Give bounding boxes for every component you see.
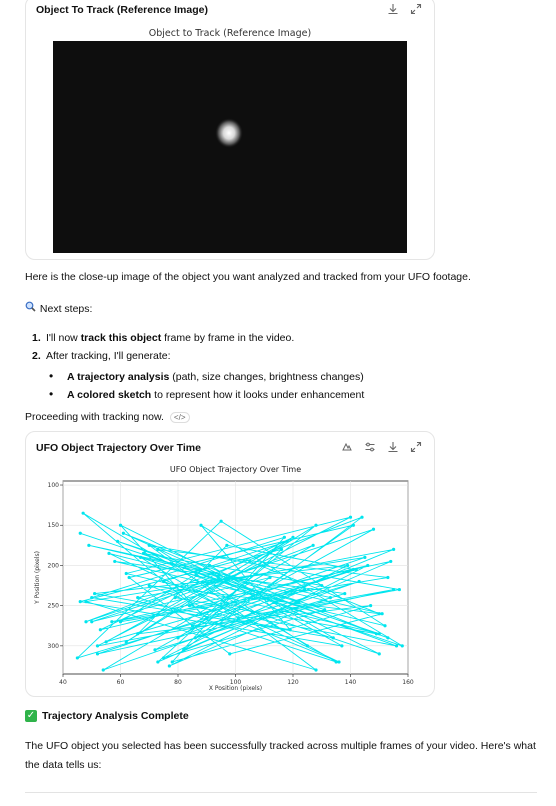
- code-icon[interactable]: </>: [170, 412, 190, 423]
- trajectory-point: [208, 564, 211, 567]
- trajectory-point: [105, 640, 108, 643]
- trajectory-point: [395, 644, 398, 647]
- magnifier-icon: [25, 301, 37, 315]
- trajectory-point: [128, 576, 131, 579]
- trajectory-point: [96, 652, 99, 655]
- trajectory-point: [398, 588, 401, 591]
- trajectory-point: [352, 568, 355, 571]
- trajectory-point: [332, 636, 335, 639]
- summary-line-1: The UFO object you selected has been successfully tracked across multiple frames of your video. Here's what: [25, 740, 536, 752]
- trajectory-point: [366, 564, 369, 567]
- reference-image: [53, 41, 407, 253]
- trajectory-point: [205, 616, 208, 619]
- trajectory-point: [286, 540, 289, 543]
- trajectory-point: [297, 600, 300, 603]
- trajectory-point: [188, 604, 191, 607]
- trajectory-point: [228, 652, 231, 655]
- trajectory-point: [280, 548, 283, 551]
- palette-icon[interactable]: [341, 441, 353, 453]
- step-text: After tracking, I'll generate:: [46, 350, 171, 362]
- download-icon[interactable]: [387, 441, 399, 453]
- x-tick-label: 40: [59, 679, 67, 686]
- trajectory-point: [314, 524, 317, 527]
- trajectory-point: [76, 656, 79, 659]
- trajectory-point: [378, 632, 381, 635]
- trajectory-point: [358, 580, 361, 583]
- trajectory-point: [199, 524, 202, 527]
- trajectory-point: [386, 576, 389, 579]
- trajectory-point: [139, 556, 142, 559]
- bullet-dot: •: [49, 387, 54, 401]
- trajectory-point: [320, 584, 323, 587]
- next-steps-heading: [25, 301, 92, 315]
- trajectory-point: [199, 612, 202, 615]
- x-tick-label: 120: [287, 679, 299, 686]
- trajectory-point: [171, 660, 174, 663]
- trajectory-point: [125, 640, 128, 643]
- trajectory-card-title: UFO Object Trajectory Over Time: [36, 442, 201, 454]
- next-steps-label: Next steps:: [39, 303, 93, 315]
- trajectory-point: [375, 632, 378, 635]
- bullet-dot: •: [49, 369, 54, 383]
- trajectory-point: [211, 572, 214, 575]
- trajectory-point: [314, 668, 317, 671]
- trajectory-card-actions: [341, 441, 422, 453]
- trajectory-point: [383, 624, 386, 627]
- trajectory-point: [153, 648, 156, 651]
- trajectory-point: [87, 544, 90, 547]
- trajectory-point: [122, 532, 125, 535]
- trajectory-point: [156, 660, 159, 663]
- step-number: 2.: [32, 350, 41, 362]
- sub-step-bold: A colored sketch: [67, 389, 152, 401]
- reference-image-card: [25, 0, 435, 260]
- trajectory-point: [84, 600, 87, 603]
- trajectory-point: [119, 620, 122, 623]
- trajectory-chart: [26, 460, 434, 696]
- trajectory-point: [82, 512, 85, 515]
- trajectory-point: [107, 552, 110, 555]
- trajectory-point: [90, 596, 93, 599]
- x-tick-label: 80: [174, 679, 182, 686]
- complete-label: Trajectory Analysis Complete: [42, 710, 189, 722]
- trajectory-point: [389, 560, 392, 563]
- x-tick-label: 60: [116, 679, 125, 686]
- trajectory-point: [220, 520, 223, 523]
- step-text: I'll now: [46, 332, 81, 344]
- y-tick-label: 150: [47, 522, 59, 530]
- x-axis-label: X Position (pixels): [208, 685, 263, 692]
- settings-sliders-icon[interactable]: [364, 441, 376, 453]
- trajectory-point: [110, 620, 113, 623]
- trajectory-point: [136, 632, 139, 635]
- trajectory-point: [237, 616, 240, 619]
- trajectory-point: [162, 656, 165, 659]
- x-tick-label: 100: [229, 679, 242, 686]
- trajectory-point: [136, 596, 139, 599]
- sub-step-text: to represent how it looks under enhancement: [151, 389, 365, 401]
- trajectory-point: [306, 644, 309, 647]
- checkmark-icon: ✓: [26, 710, 36, 722]
- trajectory-point: [125, 572, 128, 575]
- trajectory-point: [323, 608, 326, 611]
- reference-figure-title: Object to Track (Reference Image): [148, 28, 312, 39]
- trajectory-point: [289, 628, 292, 631]
- sub-step-text: (path, size changes, brightness changes): [169, 371, 364, 383]
- y-tick-label: 200: [47, 562, 59, 570]
- trajectory-point: [291, 536, 294, 539]
- trajectory-point: [392, 548, 395, 551]
- trajectory-point: [194, 636, 197, 639]
- trajectory-point: [79, 600, 82, 603]
- y-tick-label: 300: [47, 642, 59, 650]
- trajectory-point: [156, 548, 159, 551]
- trajectory-point: [90, 620, 93, 623]
- trajectory-point: [343, 592, 346, 595]
- trajectory-point: [142, 552, 145, 555]
- download-icon[interactable]: [387, 3, 399, 15]
- trajectory-point: [283, 536, 286, 539]
- trajectory-point: [401, 644, 404, 647]
- expand-icon[interactable]: [410, 3, 422, 15]
- step-1: [32, 332, 294, 344]
- trajectory-point: [312, 544, 315, 547]
- trajectory-point: [168, 664, 171, 667]
- trajectory-point: [337, 660, 340, 663]
- trajectory-point: [182, 648, 185, 651]
- trajectory-point: [113, 560, 116, 563]
- trajectory-point: [176, 636, 179, 639]
- trajectory-chart-card: [25, 431, 435, 697]
- trajectory-point: [340, 644, 343, 647]
- trajectory-point: [352, 524, 355, 527]
- trajectory-point: [335, 660, 338, 663]
- trajectory-point: [116, 540, 119, 543]
- intro-text: Here is the close-up image of the object you want analyzed and tracked from your UFO footage.: [25, 271, 471, 283]
- trajectory-point: [191, 624, 194, 627]
- proceeding-text: Proceeding with tracking now.: [25, 411, 164, 423]
- step-2: [32, 350, 171, 362]
- trajectory-point: [386, 636, 389, 639]
- step-text-tail: frame by frame in the video.: [161, 332, 295, 344]
- trajectory-point: [349, 516, 352, 519]
- trajectory-point: [174, 596, 177, 599]
- complete-heading: [25, 710, 189, 722]
- trajectory-point: [372, 528, 375, 531]
- proceeding-line: [25, 411, 190, 423]
- trajectory-point: [119, 524, 122, 527]
- trajectory-point: [79, 532, 82, 535]
- trajectory-point: [148, 544, 151, 547]
- trajectory-point: [378, 652, 381, 655]
- trajectory-point: [217, 576, 220, 579]
- trajectory-point: [84, 620, 87, 623]
- reference-card-actions: [387, 3, 422, 15]
- y-tick-label: 100: [47, 482, 59, 490]
- x-tick-label: 140: [344, 679, 357, 686]
- trajectory-point: [162, 580, 165, 583]
- expand-icon[interactable]: [410, 441, 422, 453]
- reference-card-title: Object To Track (Reference Image): [36, 4, 208, 16]
- y-axis-label: Y Position (pixels): [34, 551, 41, 604]
- sub-step-bold: A trajectory analysis: [67, 371, 170, 383]
- trajectory-point: [378, 612, 381, 615]
- sub-step-2: [49, 387, 364, 401]
- trajectory-point: [93, 592, 96, 595]
- step-number: 1.: [32, 332, 41, 344]
- summary-line-2: the data tells us:: [25, 759, 102, 771]
- divider: [25, 792, 537, 793]
- step-bold-text: track this object: [80, 332, 162, 344]
- trajectory-point: [268, 576, 271, 579]
- trajectory-point: [248, 560, 251, 563]
- trajectory-point: [363, 556, 366, 559]
- chart-title: UFO Object Trajectory Over Time: [169, 465, 302, 474]
- trajectory-point: [99, 628, 102, 631]
- x-tick-label: 160: [402, 679, 414, 686]
- sub-step-1: [49, 369, 364, 383]
- y-tick-label: 250: [47, 602, 59, 610]
- trajectory-point: [369, 604, 372, 607]
- trajectory-point: [346, 564, 349, 567]
- trajectory-point: [148, 584, 151, 587]
- trajectory-point: [303, 588, 306, 591]
- trajectory-point: [225, 544, 228, 547]
- trajectory-point: [381, 612, 384, 615]
- trajectory-point: [360, 516, 363, 519]
- trajectory-point: [392, 588, 395, 591]
- trajectory-point: [96, 644, 99, 647]
- trajectory-point: [329, 596, 332, 599]
- trajectory-point: [102, 668, 105, 671]
- trajectory-point: [355, 568, 358, 571]
